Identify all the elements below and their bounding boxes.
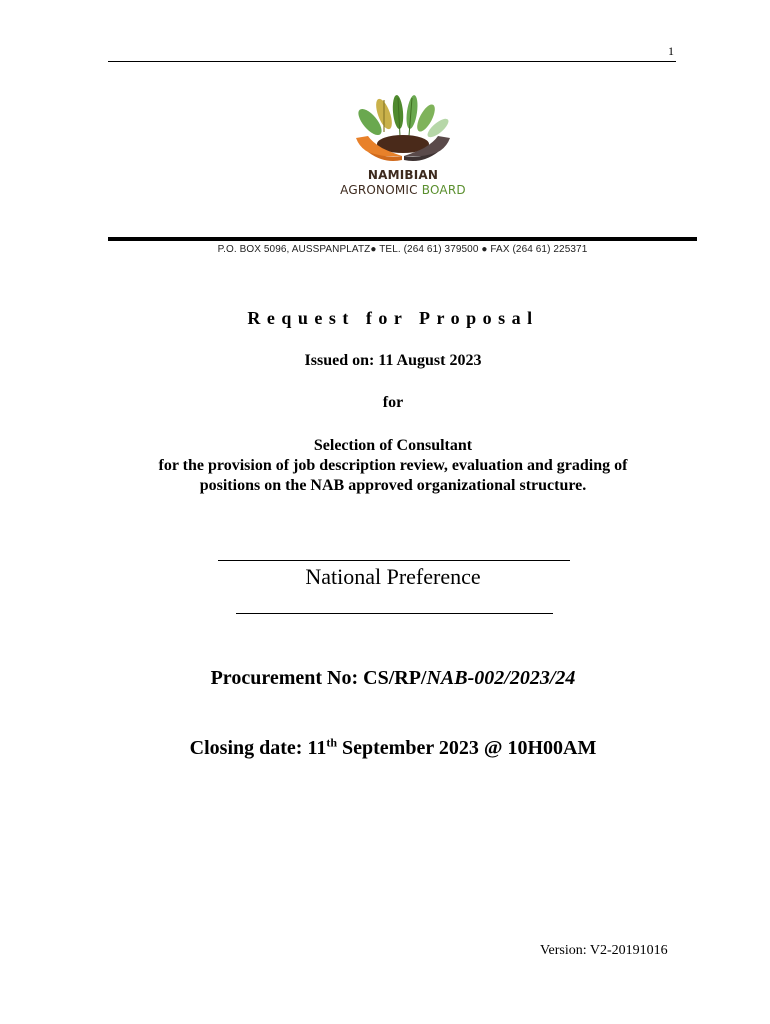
closing-date xyxy=(0,737,770,760)
procurement-label: Procurement No: CS/RP/ xyxy=(210,667,427,689)
logo-name-line1: NAMIBIAN xyxy=(367,168,439,182)
closing-suffix: September 2023 @ 10H00AM xyxy=(337,737,597,759)
closing-ordinal: th xyxy=(326,735,338,750)
national-preference: National Preference xyxy=(305,564,481,589)
document-title: Request for Proposal xyxy=(247,308,539,328)
logo-word-agronomic: AGRONOMIC xyxy=(340,183,418,197)
issued-date: Issued on: 11 August 2023 xyxy=(304,352,482,369)
closing-prefix: Closing date: 11 xyxy=(189,737,327,759)
selection-line1: Selection of Consultant xyxy=(313,437,473,454)
preference-rule-top xyxy=(218,560,570,561)
for-text: for xyxy=(382,394,404,411)
logo-name-line2 xyxy=(318,183,488,197)
address-rule xyxy=(108,237,697,241)
preference-rule-bottom xyxy=(236,613,553,614)
procurement-number xyxy=(0,667,770,690)
logo-word-board: BOARD xyxy=(421,183,466,197)
procurement-code: NAB-002/2023/24 xyxy=(426,667,576,689)
contact-address: P.O. BOX 5096, AUSSPANPLATZ● TEL. (264 61) 379500 ● FAX (264 61) 225371 xyxy=(217,244,588,255)
selection-line2: for the provision of job description review, evaluation and grading of xyxy=(158,457,628,474)
header-rule xyxy=(108,61,676,62)
page-number: 1 xyxy=(668,44,674,58)
version-label: Version: V2-20191016 xyxy=(540,943,668,958)
selection-line3: positions on the NAB approved organizational structure. xyxy=(199,477,587,494)
selection-block xyxy=(0,436,770,496)
